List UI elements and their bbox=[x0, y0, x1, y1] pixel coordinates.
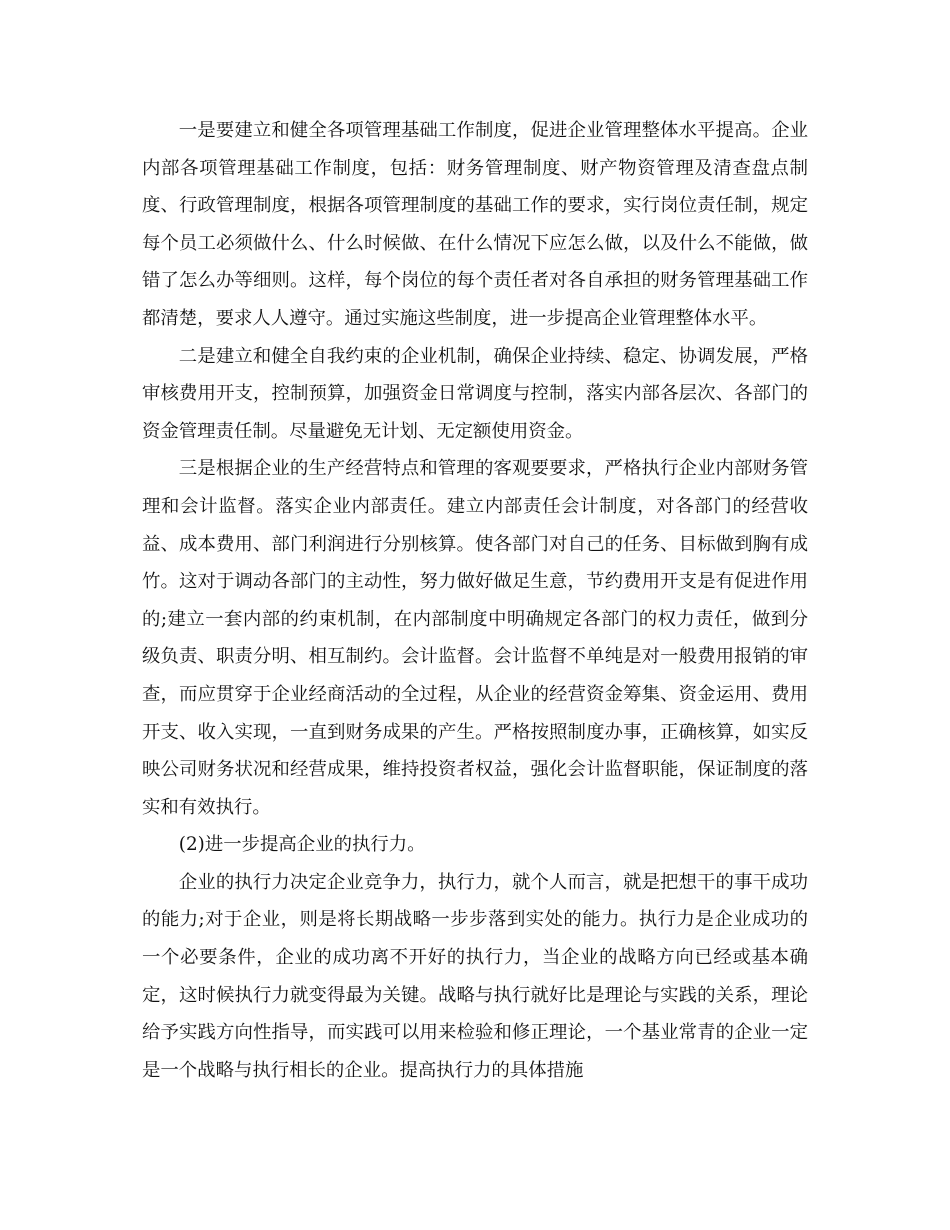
paragraph-self-restraint: 二是建立和健全自我约束的企业机制，确保企业持续、稳定、协调发展，严格审核费用开支，控制预算，加强资金日常调度与控制，落实内部各层次、各部门的资金管理责任制。尽量避免无计划、无定额使用资金。 bbox=[142, 345, 808, 442]
paragraph-internal-finance: 三是根据企业的生产经营特点和管理的客观要要求，严格执行企业内部财务管理和会计监督。落实企业内部责任。建立内部责任会计制度，对各部门的经营收益、成本费用、部门利润进行分别核算。使各部门对自己的任务、目标做到胸有成竹。这对于调动各部门的主动性，努力做好做足生意，节约费用开支是有促进作用的;建立一套内部的约束机制，在内部制度中明确规定各部门的权力责任，做到分级负责、职责分明、相互制约。会计监督。会计监督不单纯是对一般费用报销的审查，而应贯穿于企业经商活动的全过程，从企业的经营资金筹集、资金运用、费用开支、收入实现，一直到财务成果的产生。严格按照制度办事，正确核算，如实反映公司财务状况和经营成果，维持投资者权益，强化会计监督职能，保证制度的落实和有效执行。 bbox=[142, 458, 808, 818]
paragraph-management-system: 一是要建立和健全各项管理基础工作制度，促进企业管理整体水平提高。企业内部各项管理基础工作制度，包括：财务管理制度、财产物资管理及清查盘点制度、行政管理制度，根据各项管理制度的基础工作的要求，实行岗位责任制，规定每个员工必须做什么、什么时候做、在什么情况下应怎么做，以及什么不能做，做错了怎么办等细则。这样，每个岗位的每个责任者对各自承担的财务管理基础工作都清楚，要求人人遵守。通过实施这些制度，进一步提高企业管理整体水平。 bbox=[142, 120, 808, 329]
document-body bbox=[142, 112, 808, 1089]
section-heading-execution: (2)进一步提高企业的执行力。 bbox=[178, 834, 426, 856]
paragraph-execution: 企业的执行力决定企业竞争力，执行力，就个人而言，就是把想干的事干成功的能力;对于企业，则是将长期战略一步步落到实处的能力。执行力是企业成功的一个必要条件，企业的成功离不开好的执行力，当企业的战略方向已经或基本确定，这时候执行力就变得最为关键。战略与执行就好比是理论与实践的关系，理论给予实践方向性指导，而实践可以用来检验和修正理论，一个基业常青的企业一定是一个战略与执行相长的企业。提高执行力的具体措施 bbox=[142, 871, 808, 1081]
